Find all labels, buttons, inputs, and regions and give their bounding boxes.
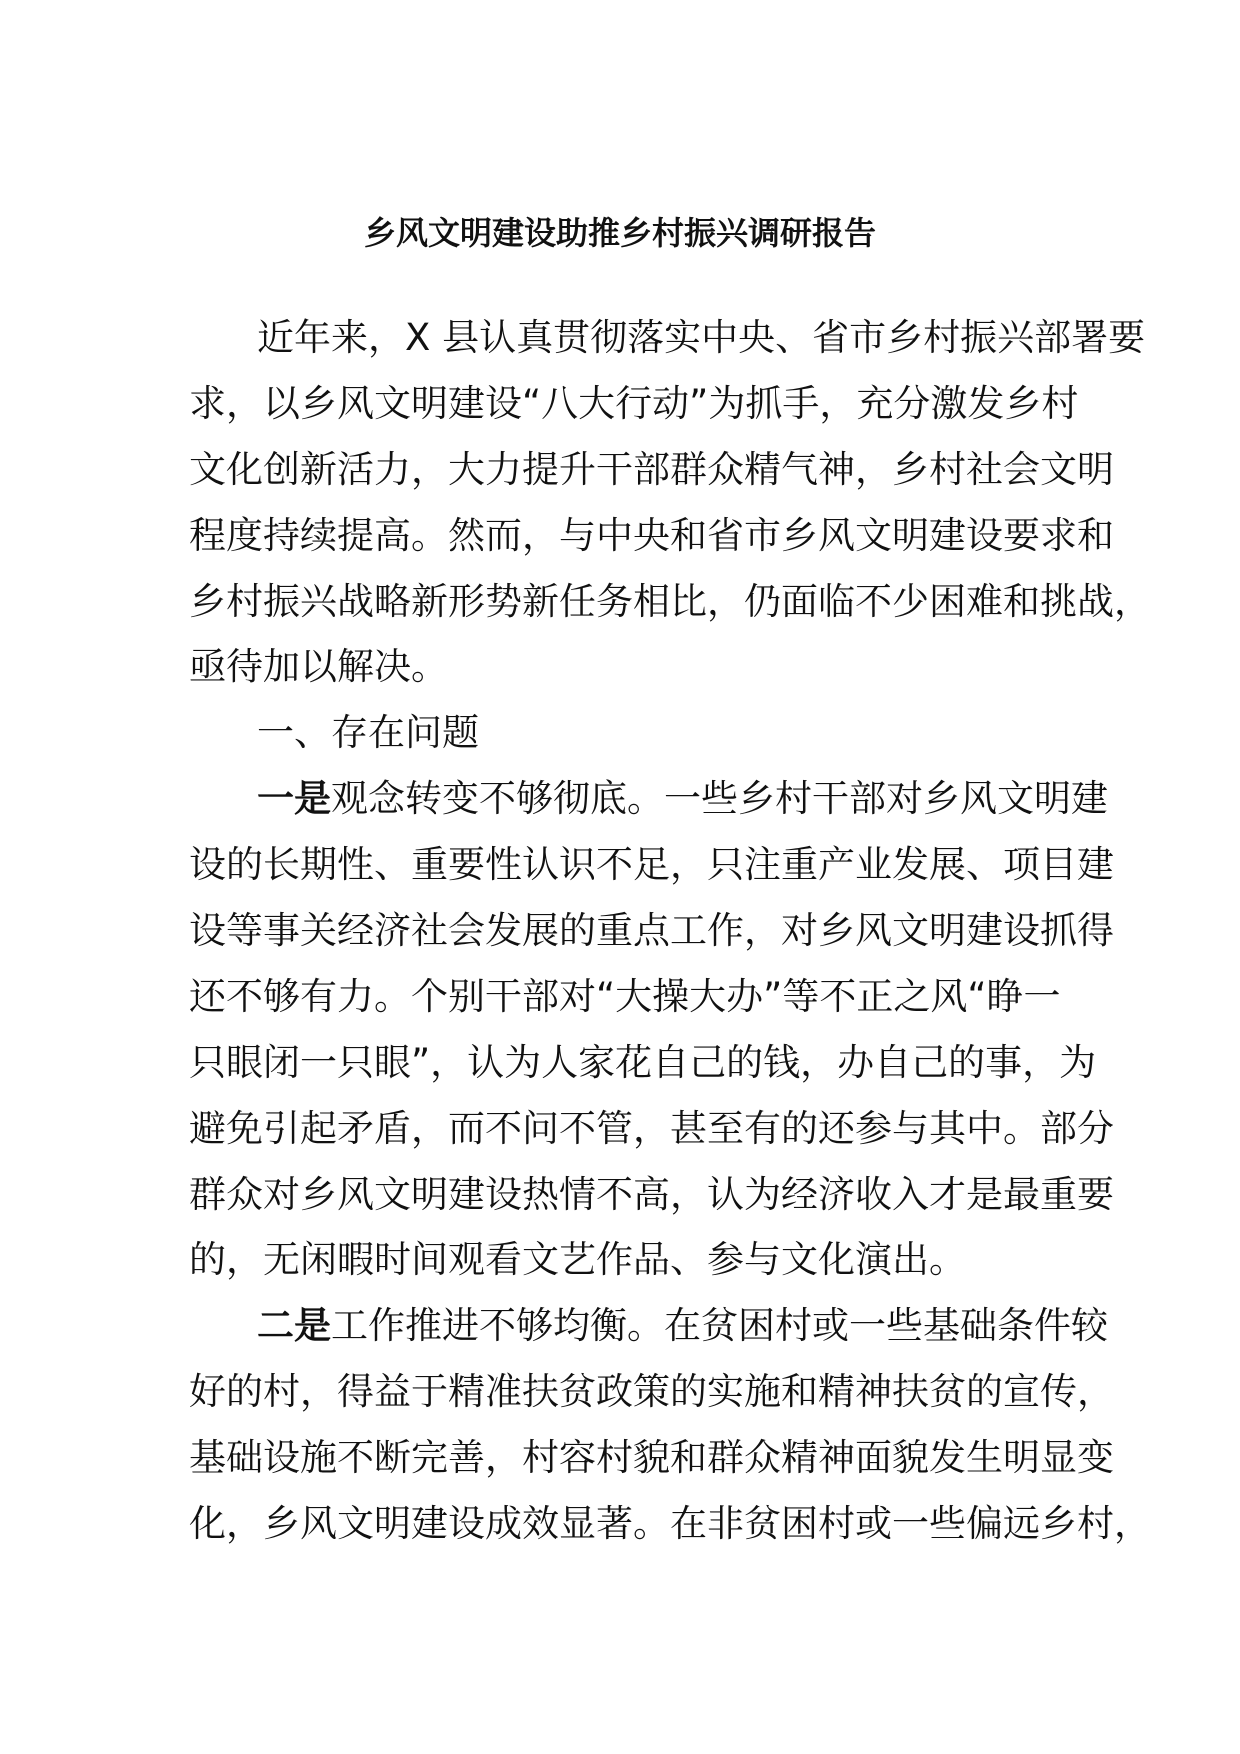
text-line [189, 1425, 1114, 1491]
line-text: 一、存在问题 [257, 711, 479, 755]
text-line [189, 964, 1069, 1030]
text-line [189, 898, 1114, 964]
text-line [189, 1162, 1114, 1228]
line-text: 求，以乡风文明建设“八大行动”为抓手，充分激发乡村 [189, 381, 1079, 425]
line-text: 化，乡风文明建设成效显著。在非贫困村或一些偏远乡村， [189, 1502, 1151, 1546]
line-text: 避免引起矛盾，而不问不管，甚至有的还参与其中。部分 [189, 1106, 1114, 1150]
text-line [189, 305, 1146, 371]
text-line [189, 634, 1069, 700]
text-line [189, 766, 1108, 832]
line-text: 群众对乡风文明建设热情不高，认为经济收入才是最重要 [189, 1172, 1114, 1216]
line-text: 设的长期性、重要性认识不足，只注重产业发展、项目建 [189, 843, 1114, 887]
text-line [189, 437, 1114, 503]
line-text: 乡村振兴战略新形势新任务相比，仍面临不少困难和挑战， [189, 579, 1151, 623]
text-line [189, 1359, 1114, 1425]
text-line [189, 1096, 1114, 1162]
line-text: 的，无闲暇时间观看文艺作品、参与文化演出。 [189, 1238, 966, 1282]
text-line [189, 1293, 1108, 1359]
text-line [189, 1030, 1097, 1096]
text-line [189, 700, 1069, 766]
line-text: 只眼闭一只眼”，认为人家花自己的钱，办自己的事，为 [189, 1040, 1097, 1084]
line-text: 基础设施不断完善，村容村貌和群众精神面貌发生明显变 [189, 1436, 1114, 1480]
line-text: 还不够有力。个别干部对“大操大办”等不正之风“睁一 [189, 974, 1061, 1018]
line-text: 近年来，X 县认真贯彻落实中央、省市乡村振兴部署要 [257, 316, 1146, 359]
bold-lead: 二是 [257, 1304, 331, 1348]
text-line [189, 569, 1151, 635]
line-text: 程度持续提高。然而，与中央和省市乡风文明建设要求和 [189, 513, 1114, 557]
text-line [189, 371, 1079, 437]
line-text: 工作推进不够均衡。在贫困村或一些基础条件较 [331, 1304, 1108, 1348]
line-text: 亟待加以解决。 [189, 645, 448, 689]
text-line [189, 503, 1114, 569]
line-text: 观念转变不够彻底。一些乡村干部对乡风文明建 [331, 777, 1108, 821]
document-title: 乡风文明建设助推乡村振兴调研报告 [363, 214, 876, 252]
text-line [189, 832, 1114, 898]
text-line [189, 1491, 1151, 1557]
line-text: 文化创新活力，大力提升干部群众精气神，乡村社会文明 [189, 447, 1114, 491]
line-text: 好的村，得益于精准扶贫政策的实施和精神扶贫的宣传， [189, 1370, 1114, 1414]
bold-lead: 一是 [257, 777, 331, 821]
line-text: 设等事关经济社会发展的重点工作，对乡风文明建设抓得 [189, 909, 1114, 953]
document-body [189, 305, 1151, 1557]
text-line [189, 1227, 1069, 1293]
